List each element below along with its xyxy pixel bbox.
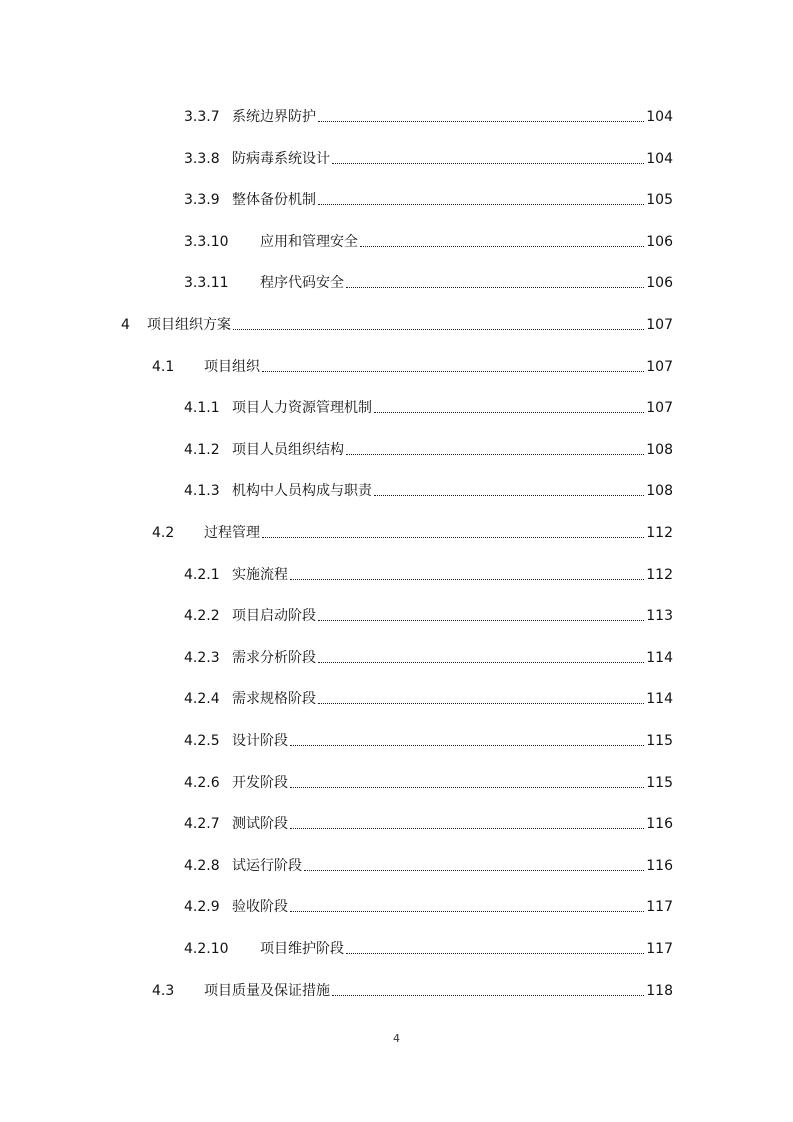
toc-entry-title: 测试阶段 [232,816,288,833]
toc-entry-title: 防病毒系统设计 [232,150,330,167]
toc-entry-number: 4.2.8 [184,857,220,874]
toc-entry-title: 需求分析阶段 [232,649,316,666]
toc-entry-title: 项目人员组织结构 [232,441,344,458]
toc-entry-page: 116 [646,857,673,874]
toc-entry-title: 项目启动阶段 [232,608,316,625]
toc-entry-number: 4.2.1 [184,566,220,583]
toc-dot-leader [332,995,644,996]
toc-entry-page: 106 [646,233,673,250]
toc-entry[interactable] [184,728,673,750]
toc-dot-leader [262,371,644,372]
toc-dot-leader [318,204,644,205]
toc-entry-page: 108 [646,483,673,500]
toc-entry-page: 117 [646,899,673,916]
toc-entry[interactable] [184,853,673,875]
toc-dot-leader [346,953,644,954]
toc-entry-title: 整体备份机制 [232,192,316,209]
toc-entry-page: 106 [646,275,673,292]
toc-entry-page: 112 [646,525,673,541]
toc-entry-number: 4.2.2 [184,608,220,625]
toc-entry[interactable] [184,562,673,584]
toc-dot-leader [374,412,644,413]
toc-entry-number: 4.1.1 [184,400,220,417]
toc-entry-title: 系统边界防护 [232,109,316,125]
toc-entry-title: 设计阶段 [232,733,288,749]
toc-entry[interactable] [184,603,673,625]
toc-dot-leader [318,121,644,122]
toc-entry-title: 项目人力资源管理机制 [232,400,372,417]
toc-dot-leader [374,495,644,496]
toc-dot-leader [233,329,644,330]
toc-entry[interactable] [184,770,673,792]
toc-entry-title: 试运行阶段 [232,857,302,874]
toc-dot-leader [332,163,644,164]
toc-entry-page: 114 [646,649,673,666]
toc-entry[interactable] [152,520,673,542]
toc-entry-page: 115 [646,774,673,791]
toc-entry-number: 4.2.6 [184,774,220,791]
toc-entry-page: 118 [646,982,673,999]
toc-entry-title: 需求规格阶段 [232,691,316,708]
toc-entry[interactable] [184,437,673,459]
toc-entry-page: 113 [646,608,673,625]
toc-entry[interactable] [184,478,673,500]
toc-entry[interactable] [121,312,673,334]
toc-entry-page: 108 [646,441,673,458]
toc-entry-title: 过程管理 [204,525,260,541]
toc-entry-number: 4.3 [152,982,175,999]
toc-entry[interactable] [184,811,673,833]
toc-entry[interactable] [152,978,673,1000]
toc-entry[interactable] [184,686,673,708]
toc-entry-title: 程序代码安全 [260,275,344,292]
toc-entry[interactable] [184,645,673,667]
toc-dot-leader [304,870,644,871]
toc-entry-title: 项目质量及保证措施 [204,982,330,999]
toc-entry[interactable] [184,104,673,126]
toc-entry[interactable] [184,187,673,209]
toc-entry-number: 4.1 [152,358,175,375]
toc-entry-page: 104 [646,109,673,125]
toc-dot-leader [346,454,644,455]
toc-dot-leader [290,787,644,788]
toc-entry-number: 4.2.7 [184,816,220,833]
toc-dot-leader [318,662,644,663]
toc-entry-number: 3.3.10 [184,233,229,250]
toc-dot-leader [290,911,644,912]
toc-entry-title: 验收阶段 [232,899,288,916]
toc-entry[interactable] [184,894,673,916]
page-number: 4 [393,1032,400,1045]
toc-entry-number: 3.3.11 [184,275,229,292]
toc-dot-leader [318,703,644,704]
toc-entry-number: 3.3.9 [184,192,220,209]
toc-entry-page: 114 [646,691,673,708]
toc-dot-leader [360,246,644,247]
toc-entry-page: 115 [646,733,673,749]
toc-entry-number: 3.3.7 [184,109,220,125]
toc-entry-number: 4.2.5 [184,733,220,749]
toc-entry-title: 应用和管理安全 [260,233,358,250]
toc-entry-title: 项目组织 [204,358,260,375]
toc-entry-number: 4.1.2 [184,441,220,458]
toc-dot-leader [290,579,644,580]
toc-entry-title: 开发阶段 [232,774,288,791]
toc-entry[interactable] [184,936,673,958]
toc-entry-number: 3.3.8 [184,150,220,167]
toc-entry[interactable] [184,270,673,292]
toc-dot-leader [290,745,644,746]
toc-entry-page: 116 [646,816,673,833]
toc-entry-title: 机构中人员构成与职责 [232,483,372,500]
toc-entry-number: 4.2 [152,525,175,541]
toc-entry-number: 4 [121,317,130,333]
toc-entry-number: 4.2.4 [184,691,220,708]
toc-entry-number: 4.2.3 [184,649,220,666]
toc-entry-title: 项目维护阶段 [260,941,344,957]
toc-entry-page: 107 [646,358,673,375]
toc-dot-leader [318,620,644,621]
toc-dot-leader [262,537,644,538]
toc-entry[interactable] [152,354,673,376]
toc-entry-number: 4.2.10 [184,941,229,957]
toc-entry-number: 4.1.3 [184,483,220,500]
toc-entry-page: 104 [646,150,673,167]
toc-entry-page: 105 [646,192,673,209]
toc-dot-leader [346,287,644,288]
toc-entry[interactable] [184,395,673,417]
toc-entry[interactable] [184,146,673,168]
toc-entry-page: 112 [646,566,673,583]
toc-entry[interactable] [184,229,673,251]
toc-entry-title: 实施流程 [232,566,288,583]
toc-entry-page: 107 [646,400,673,417]
toc-entry-page: 117 [646,941,673,957]
toc-entry-number: 4.2.9 [184,899,220,916]
toc-entry-title: 项目组织方案 [147,317,231,333]
toc-dot-leader [290,828,644,829]
toc-entry-page: 107 [646,317,673,333]
